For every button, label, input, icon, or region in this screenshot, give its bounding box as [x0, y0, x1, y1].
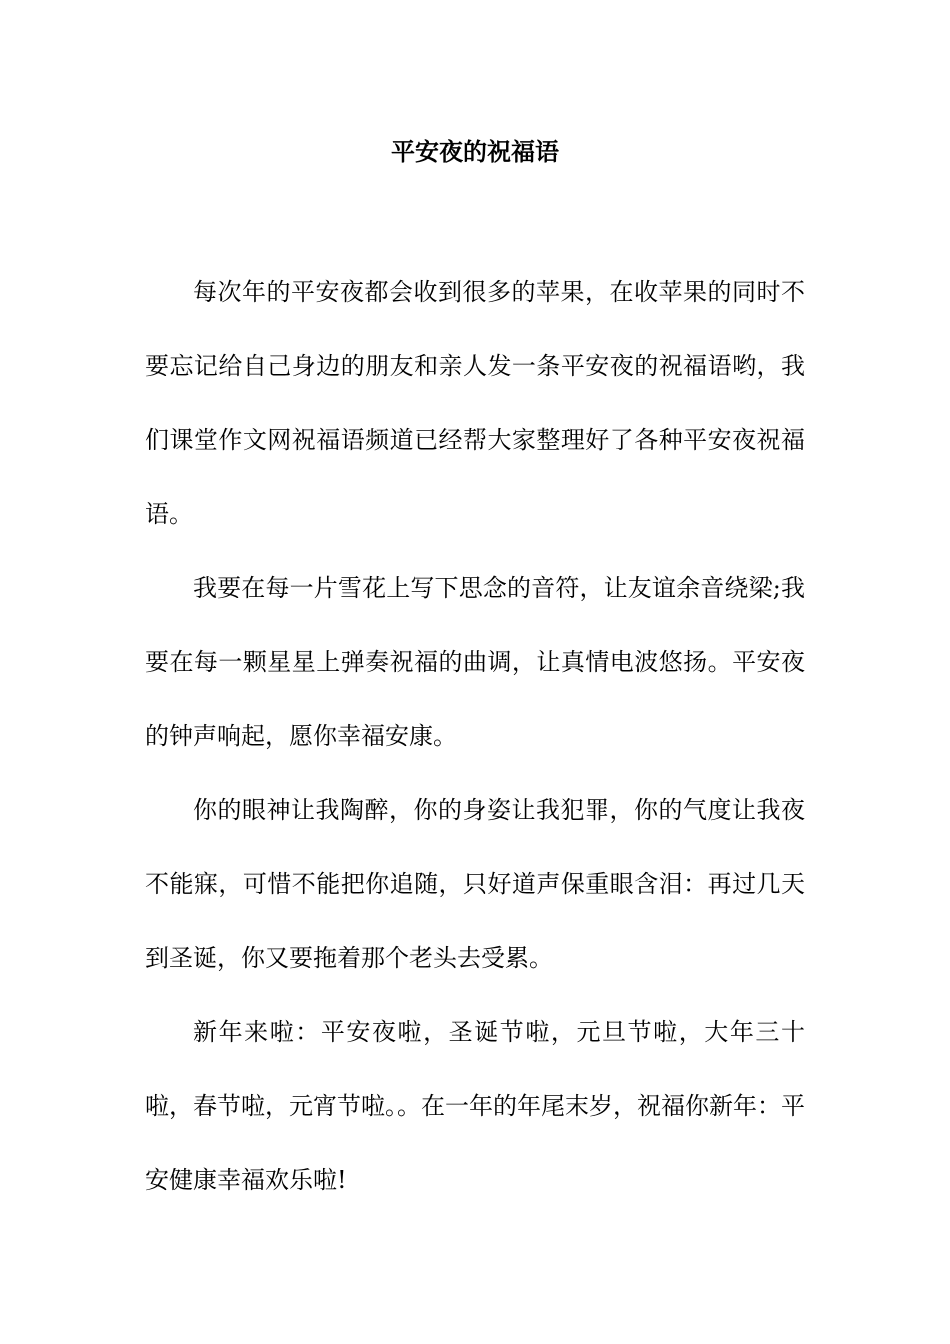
paragraph-2: 我要在每一片雪花上写下思念的音符，让友谊余音绕梁;我要在每一颗星星上弹奏祝福的曲调，让真情电波悠扬。平安夜的钟声响起，愿你幸福安康。 [145, 574, 805, 750]
paragraph-3: 你的眼神让我陶醉，你的身姿让我犯罪，你的气度让我夜不能寐，可惜不能把你追随，只好道声保重眼含泪：再过几天到圣诞，你又要拖着那个老头去受累。 [145, 796, 805, 972]
paragraph-4: 新年来啦：平安夜啦，圣诞节啦，元旦节啦，大年三十啦，春节啦，元宵节啦。。在一年的年尾末岁，祝福你新年：平安健康幸福欢乐啦! [145, 1018, 805, 1194]
document-body [145, 255, 805, 1217]
document-title: 平安夜的祝福语 [391, 137, 559, 166]
paragraph-1: 每次年的平安夜都会收到很多的苹果，在收苹果的同时不要忘记给自己身边的朋友和亲人发一条平安夜的祝福语哟，我们课堂作文网祝福语频道已经帮大家整理好了各种平安夜祝福语。 [145, 278, 805, 528]
